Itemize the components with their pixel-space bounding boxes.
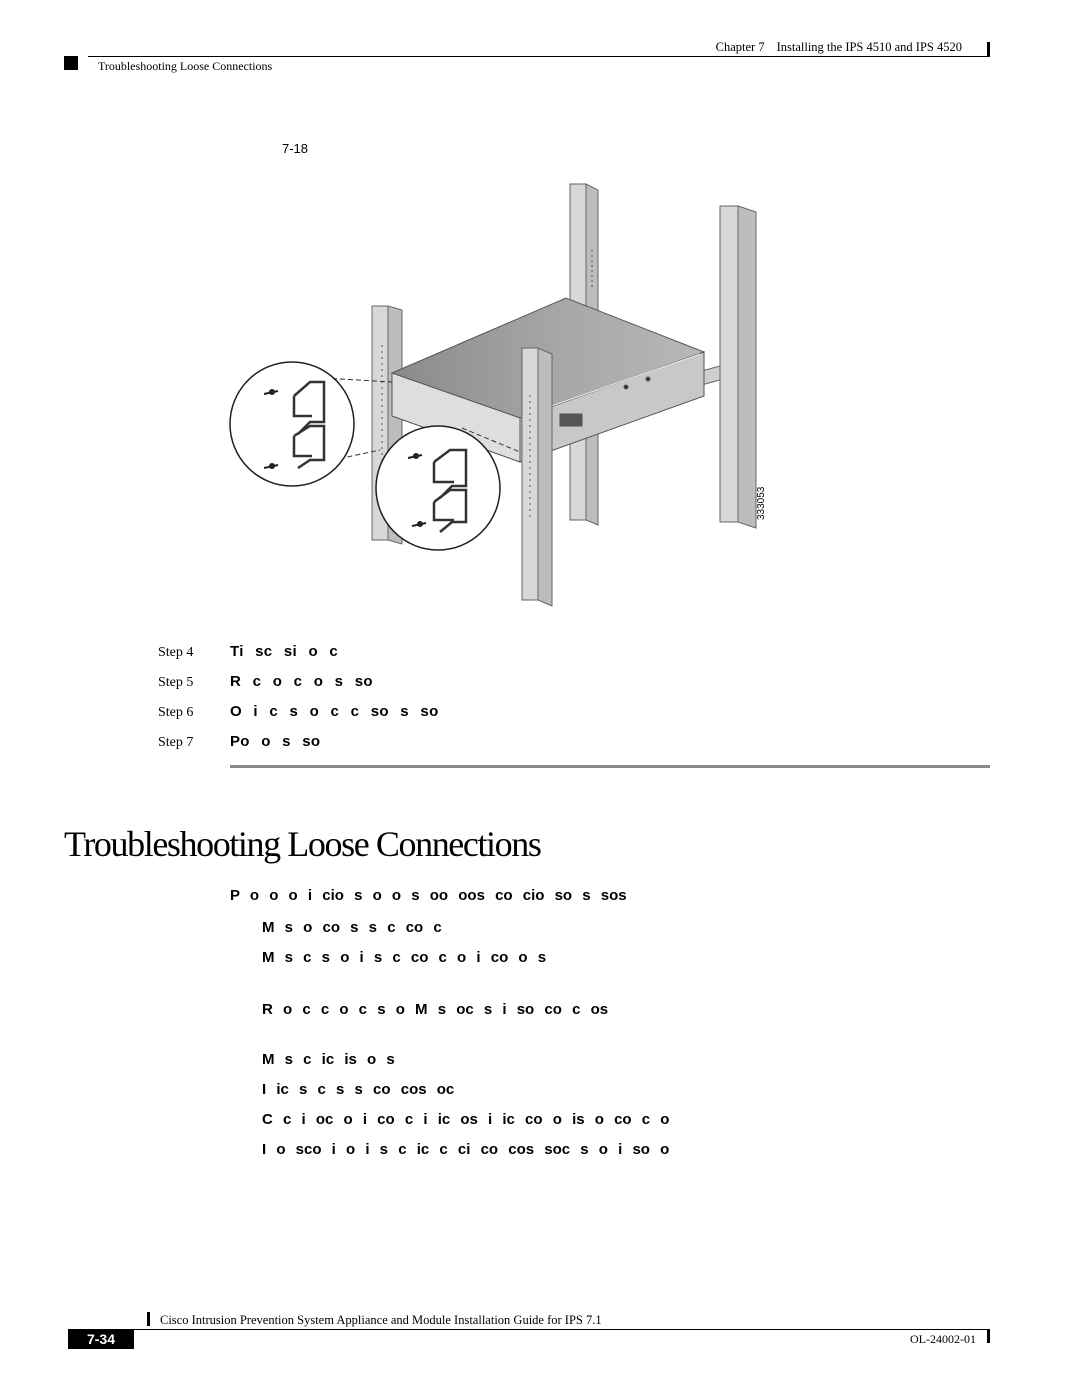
chapter-label: Chapter 7 xyxy=(715,40,765,54)
footer-rule xyxy=(134,1329,990,1330)
intro-paragraph: P o o o i cio s o o s oo oos co cio so s sos xyxy=(230,887,627,904)
procedure-step xyxy=(158,703,439,727)
list-item: M s c ic is o s xyxy=(262,1051,395,1068)
rack-mount-illustration xyxy=(220,160,780,620)
footer-bar-mark xyxy=(147,1312,150,1326)
procedure-step xyxy=(158,643,338,667)
list-item: I o sco i o i s c ic c ci co cos soc s o i so o xyxy=(262,1141,670,1158)
rack-post-rear-right xyxy=(720,206,756,528)
footer-bar-mark-right xyxy=(987,1329,990,1343)
figure-label: 7-18 xyxy=(282,141,309,156)
footer-doc-title: Cisco Intrusion Prevention System Appliance and Module Installation Guide for IPS 7.1 xyxy=(160,1313,602,1327)
list-item: C c i oc o i co c i ic os i ic co o is o co c o xyxy=(262,1111,670,1128)
rack-post-front-right xyxy=(522,348,552,606)
header-bar-mark xyxy=(987,42,990,57)
step-text: Po o s so xyxy=(230,733,321,750)
step-number: Step 5 xyxy=(158,675,194,690)
page-number: 7-34 xyxy=(68,1329,134,1349)
step-number: Step 4 xyxy=(158,645,194,660)
list-item: M s o co s s c co c xyxy=(262,919,442,936)
footer-doc-number: OL-24002-01 xyxy=(910,1332,976,1346)
step-text: R c o c o s so xyxy=(230,673,373,690)
handle-detail-circle-left xyxy=(230,362,354,486)
procedure-step xyxy=(158,673,373,697)
header-square-mark xyxy=(64,56,78,70)
chapter-title: Installing the IPS 4510 and IPS 4520 xyxy=(776,40,962,54)
list-item: I ic s c s s co cos oc xyxy=(262,1081,455,1098)
step-number: Step 6 xyxy=(158,705,194,720)
handle-detail-circle-right xyxy=(376,426,500,550)
step-number: Step 7 xyxy=(158,735,194,750)
list-item: R o c c o c s o M s oc s i so co c os xyxy=(262,1001,609,1018)
running-header-chapter xyxy=(716,40,962,55)
list-item: M s c s o i s c co c o i co o s xyxy=(262,949,547,966)
section-heading: Troubleshooting Loose Connections xyxy=(64,824,541,864)
figure-id-number: 333053 xyxy=(756,486,767,520)
step-text: Ti sc si o c xyxy=(230,643,339,660)
running-header-section: Troubleshooting Loose Connections xyxy=(98,59,273,73)
procedure-end-rule xyxy=(230,765,990,768)
header-rule xyxy=(88,56,990,57)
step-text: O i c s o c c so s so xyxy=(230,703,439,720)
procedure-step xyxy=(158,733,320,757)
